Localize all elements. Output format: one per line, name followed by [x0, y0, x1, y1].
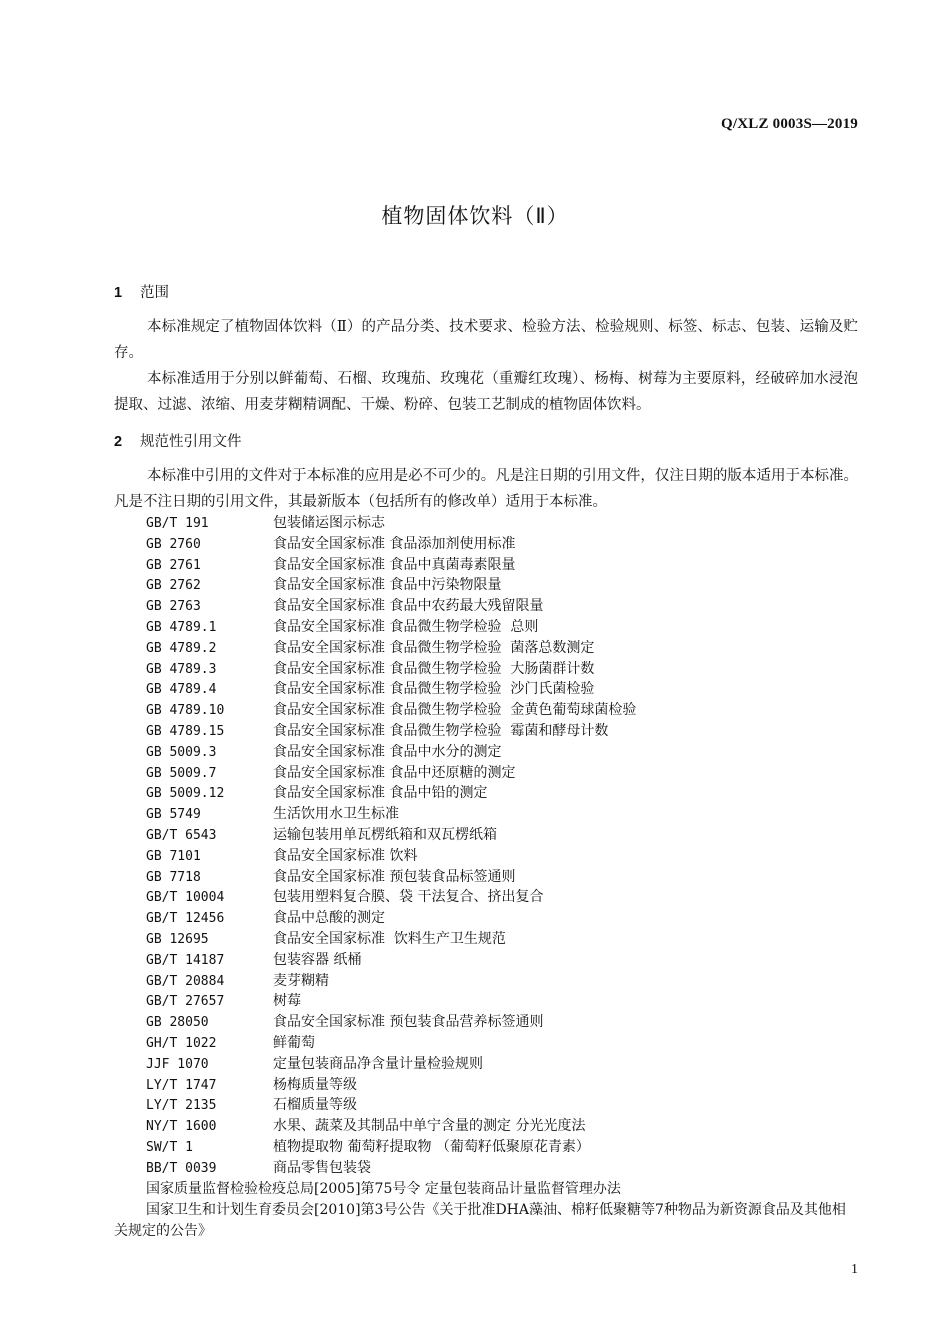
reference-code: GH/T 1022: [146, 1035, 217, 1051]
standard-code: Q/XLZ 0003S—2019: [721, 116, 858, 132]
reference-item: [146, 1075, 858, 1096]
reference-code: GB 2760: [146, 536, 201, 552]
reference-item: [146, 1137, 858, 1158]
page-number: 1: [851, 1262, 858, 1277]
document-title: 植物固体饮料（Ⅱ）: [381, 204, 569, 228]
reference-item: [146, 846, 858, 867]
reference-title: 运输包装用单瓦楞纸箱和双瓦楞纸箱: [273, 826, 497, 843]
reference-code: LY/T 2135: [146, 1098, 217, 1114]
reference-code: GB/T 12456: [146, 911, 225, 927]
reference-title: 食品安全国家标准 食品中真菌毒素限量: [273, 556, 516, 573]
reference-item: [146, 908, 858, 929]
reference-code: GB/T 191: [146, 516, 209, 531]
reference-title: 食品安全国家标准 预包装食品标签通则: [273, 868, 516, 885]
reference-title: 食品安全国家标准 食品微生物学检验 沙门氏菌检验: [273, 681, 595, 698]
reference-title: 食品安全国家标准 食品中农药最大残留限量: [273, 598, 544, 615]
reference-title: 食品安全国家标准 饮料生产卫生规范: [273, 930, 506, 947]
reference-code: GB 5009.12: [146, 786, 225, 802]
reference-item: [146, 534, 858, 555]
reference-title: 生活饮用水卫生标准: [273, 806, 399, 823]
reference-code: JJF 1070: [146, 1056, 209, 1072]
reference-title: 食品安全国家标准 食品微生物学检验 霉菌和酵母计数: [273, 722, 609, 739]
reference-title: 植物提取物 葡萄籽提取物 （葡萄籽低聚原花青素）: [273, 1138, 590, 1155]
reference-title: 包装用塑料复合膜、袋 干法复合、挤出复合: [273, 889, 544, 906]
reference-title: 食品安全国家标准 食品中铅的测定: [273, 785, 488, 802]
reference-code: GB/T 27657: [146, 994, 225, 1010]
reference-title: 食品安全国家标准 食品微生物学检验 金黄色葡萄球菌检验: [273, 702, 637, 719]
reference-item: [146, 596, 858, 617]
reference-title: 定量包装商品净含量计量检验规则: [273, 1055, 483, 1072]
reference-code: GB 4789.1: [146, 619, 217, 635]
reference-code: GB 4789.3: [146, 661, 217, 677]
reference-code: GB 28050: [146, 1015, 209, 1031]
reference-item: [146, 659, 858, 680]
reference-item: [146, 763, 858, 784]
section-title: 范围: [140, 285, 169, 301]
reference-code: GB 7101: [146, 848, 201, 864]
reference-title: 鲜葡萄: [273, 1034, 315, 1051]
reference-code: LY/T 1747: [146, 1077, 217, 1093]
reference-item: [146, 971, 858, 992]
reference-code: GB/T 6543: [146, 827, 217, 843]
reference-title: 食品中总酸的测定: [273, 910, 385, 927]
reference-item: [146, 679, 858, 700]
reference-title: 食品安全国家标准 食品中污染物限量: [273, 577, 502, 594]
reference-item: [146, 742, 858, 763]
reference-code: GB 4789.2: [146, 640, 217, 656]
section-2-heading: [114, 430, 242, 451]
reference-item: [146, 804, 858, 825]
reference-item: [146, 555, 858, 576]
reference-title: 食品安全国家标准 食品微生物学检验 大肠菌群计数: [273, 660, 595, 677]
reference-title: 包装容器 纸桶: [273, 951, 362, 968]
reference-title: 食品安全国家标准 预包装食品营养标签通则: [273, 1014, 544, 1031]
reference-code: GB 4789.15: [146, 723, 225, 739]
reference-title: 食品安全国家标准 食品中水分的测定: [273, 743, 502, 760]
reference-item: [146, 575, 858, 596]
reference-item: [146, 1012, 858, 1033]
reference-title: 杨梅质量等级: [273, 1076, 357, 1093]
reference-title: 麦芽糊精: [273, 972, 329, 989]
reference-code: GB/T 10004: [146, 890, 225, 906]
reference-item: [146, 825, 858, 846]
reference-code: GB 5009.3: [146, 744, 217, 760]
section-1-paragraph-1: 本标准规定了植物固体饮料（Ⅱ）的产品分类、技术要求、检验方法、检验规则、标签、标志、包装、运输及贮存。: [114, 319, 858, 361]
reference-item: [146, 1054, 858, 1075]
reference-code: NY/T 1600: [146, 1119, 217, 1135]
reference-code: GB 2763: [146, 599, 201, 615]
reference-code: GB 4789.10: [146, 703, 225, 719]
reference-item: [146, 638, 858, 659]
reference-item: [146, 700, 858, 721]
extra-reference-1: 国家质量监督检验检疫总局[2005]第75号令 定量包装商品计量监督管理办法: [146, 1181, 621, 1197]
reference-list: [146, 513, 858, 1179]
reference-code: GB 4789.4: [146, 682, 217, 698]
reference-item: [146, 513, 858, 534]
reference-code: GB/T 14187: [146, 952, 225, 968]
reference-code: SW/T 1: [146, 1139, 193, 1155]
reference-item: [146, 887, 858, 908]
reference-code: GB 5009.7: [146, 765, 217, 781]
reference-code: GB/T 20884: [146, 973, 225, 989]
section-1-paragraph-2: 本标准适用于分别以鲜葡萄、石榴、玫瑰茄、玫瑰花（重瓣红玫瑰）、杨梅、树莓为主要原料，经破碎加水浸泡提取、过滤、浓缩、用麦芽糊精调配、干燥、粉碎、包装工艺制成的植物固体饮料。: [114, 371, 858, 413]
reference-title: 树莓: [273, 993, 301, 1010]
reference-title: 食品安全国家标准 饮料: [273, 847, 418, 864]
reference-title: 石榴质量等级: [273, 1097, 357, 1114]
section-2-paragraph-1: 本标准中引用的文件对于本标准的应用是必不可少的。凡是注日期的引用文件，仅注日期的版本适用于本标准。凡是不注日期的引用文件，其最新版本（包括所有的修改单）适用于本标准。: [114, 468, 858, 510]
reference-item: [146, 1033, 858, 1054]
section-number: 1: [114, 285, 123, 301]
reference-item: [146, 991, 858, 1012]
reference-item: [146, 929, 858, 950]
extra-reference-2: 国家卫生和计划生育委员会[2010]第3号公告《关于批准DHA藻油、棉籽低聚糖等7种物品为新资源食品及其他相关规定的公告》: [114, 1202, 846, 1239]
reference-code: GB 7718: [146, 869, 201, 885]
reference-title: 食品安全国家标准 食品微生物学检验 菌落总数测定: [273, 639, 595, 656]
section-number: 2: [114, 434, 123, 450]
section-title: 规范性引用文件: [140, 434, 242, 450]
reference-item: [146, 1095, 858, 1116]
section-1-heading: [114, 281, 169, 302]
reference-item: [146, 783, 858, 804]
reference-title: 水果、蔬菜及其制品中单宁含量的测定 分光光度法: [273, 1118, 586, 1135]
reference-item: [146, 1158, 858, 1179]
reference-title: 商品零售包装袋: [273, 1159, 371, 1176]
reference-item: [146, 721, 858, 742]
reference-code: BB/T 0039: [146, 1160, 217, 1176]
reference-title: 食品安全国家标准 食品微生物学检验 总则: [273, 618, 539, 635]
reference-item: [146, 1116, 858, 1137]
reference-code: GB 12695: [146, 931, 209, 947]
reference-code: GB 2761: [146, 557, 201, 573]
reference-item: [146, 867, 858, 888]
reference-item: [146, 617, 858, 638]
reference-title: 食品安全国家标准 食品中还原糖的测定: [273, 764, 516, 781]
reference-item: [146, 950, 858, 971]
reference-code: GB 5749: [146, 807, 201, 823]
reference-title: 食品安全国家标准 食品添加剂使用标准: [273, 535, 516, 552]
reference-title: 包装储运图示标志: [273, 515, 385, 531]
reference-code: GB 2762: [146, 578, 201, 594]
